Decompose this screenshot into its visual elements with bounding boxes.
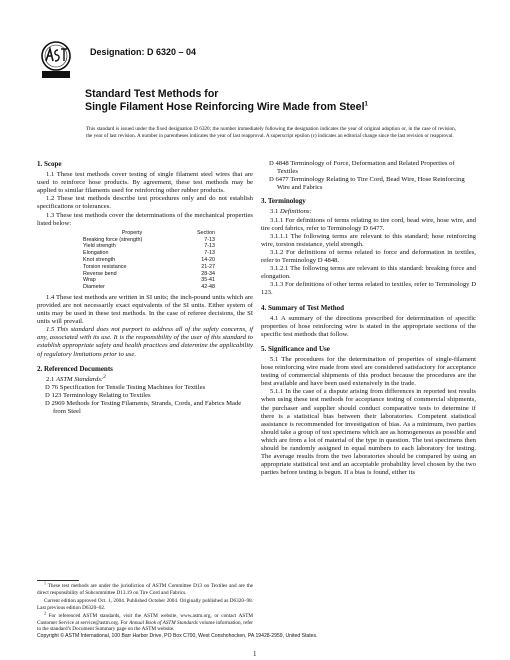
footnotes [37, 580, 254, 635]
para-4-1: 4.1 A summary of the directions prescribed for determination of specific properties of hose reinforcing wire is stated in the appropriate sections of the specific test methods that follow. [261, 314, 476, 338]
copyright-notice: Copyright © ASTM International, 100 Barr Harbor Drive, PO Box C700, West Conshohocken, PA 19428-2959, United States. [37, 633, 318, 639]
reference-d2969: D 2969 Methods for Testing Filaments, Strands, Cords, and Fabrics Made from Steel [45, 400, 242, 416]
section-4-heading: 4. Summary of Test Method [261, 303, 345, 312]
page-number: 1 [253, 650, 257, 658]
table-header-property: Property [121, 229, 143, 236]
footnote-1-edition: Current edition approved Oct. 1, 2004. Published October 2004. Originally published as D6320–98. Last previous edition D6320–02. [37, 598, 253, 611]
footnote-1: $^1$ These test methods are under the jurisdiction of ASTM Committee D13 on Textiles and are the direct responsibility of Subcommittee D13.19 on Tire Cord and Fabrics. [37, 580, 253, 596]
table-row: Yield strength 7-13 [83, 243, 215, 250]
footnote-2: $^2$ For referenced ASTM standards, visit the ASTM website, www.astm.org, or contact ASTM Customer Service at service@astm.org. For Annual Book of ASTM Standards volume information, refer to the standard’s Document Summary page on the ASTM website. [37, 610, 254, 632]
title-line-1: Standard Test Methods for [85, 88, 219, 100]
para-3-1-1: 3.1.1 For definitions of terms relating to tire cord, bead wire, hose wire, and tire cord fabrics, refer to Terminology D 6477. [261, 216, 476, 232]
table-row: Torsion resistance 21-27 [83, 263, 215, 270]
section-2-heading: 2. Referenced Documents [37, 364, 113, 373]
reference-d123: D 123 Terminology Relating to Textiles [45, 391, 151, 399]
para-1-4: 1.4 These test methods are written in SI units; the inch-pound units which are provided are not necessarily exact equivalents of the SI units. Either system of units may be used in these test methods. In the case of referee decisions, the SI units will prevail. [37, 293, 253, 326]
issuance-note: This standard is issued under the fixed designation D 6320; the number immediately following the designation indicates the year of original adoption or, in the case of revision, the year of last revision. A number in parentheses indicates the year of last reapproval. A superscript epsilon (ε) indicates an editorial change since the last revision or reapproval. [86, 126, 456, 139]
document-title [85, 88, 368, 113]
table-row: Reverse bend 28-34 [83, 270, 215, 277]
reference-d6477: D 6477 Terminology Relating to Tire Cord, Bead Wire, Hose Reinforcing Wire and Fabrics [269, 176, 465, 192]
table-row: Knot strength 14-20 [83, 256, 215, 263]
table-row: Breaking force (strength) 7-13 [83, 236, 215, 243]
left-column [37, 160, 253, 416]
table-row: Wrap 35-41 [83, 277, 215, 284]
para-1-5: 1.5 This standard does not purport to address all of the safety concerns, if any, associated with its use. It is the responsibility of the user of this standard to establish appropriate safety and health practices and determine the applicability of regulatory limitations prior to use. [37, 326, 253, 358]
designation: Designation: D 6320 – 04 [90, 47, 197, 57]
para-5-1: 5.1 The procedures for the determination of properties of single-filament hose reinforcing wire made from steel are considered satisfactory for acceptance testing of commercial shipments of this product because the procedures are the best available and have been used extensively in the trade. [261, 355, 476, 388]
right-column [261, 160, 476, 477]
section-3-heading: 3. Terminology [261, 197, 306, 206]
section-1-heading: 1. Scope [37, 160, 62, 168]
table-header-section: Section [197, 229, 215, 236]
section-5-heading: 5. Significance and Use [261, 344, 330, 353]
table-row: Elongation 7-13 [83, 250, 215, 257]
para-3-1-2: 3.1.2 For definitions of terms related to force and deformation in textiles, refer to Terminology D 4848. [261, 248, 476, 265]
para-1-1: 1.1 These test methods cover testing of single filament steel wires that are used to reinforce hose products. By agreement, these test methods may be applied to similar filaments used for reinforcing other rubber products. [37, 171, 253, 195]
para-3-1-3: 3.1.3 For definitions of other terms related to textiles, refer to Terminology D 123. [261, 281, 476, 297]
para-1-3: 1.3 These test methods cover the determinations of the mechanical properties listed below: [37, 211, 253, 227]
para-2-1: 2.1 ASTM Standards:$^2$ [46, 373, 106, 383]
para-3-1-1-1: 3.1.1.1 The following terms are relevant to this standard; hose reinforcing wire, torsion resistance, yield strength. [261, 232, 476, 248]
para-1-2: 1.2 These test methods describe test procedures only and do not establish specifications or tolerances. [37, 195, 253, 211]
title-footnote-ref: 1 [364, 100, 368, 107]
title-line-2: Single Filament Hose Reinforcing Wire Made from Steel$^1$ [85, 100, 368, 113]
table-row: Diameter 42-48 [83, 284, 215, 291]
para-5-1-1: 5.1.1 In the case of a dispute arising from differences in reported test results when using these test methods for acceptance testing of commercial shipments, the purchaser and supplier should conduct comparative tests to determine if there is a statistical bias between their laboratories. Competent statistical assistance is recommended for investigation of bias. As a minimum, two parties should take a group of test specimens which are as homogeneous as possible and which are from a lot of material of the type in question. The test specimens then should be randomly assigned in equal numbers to each laboratory for testing. The average results from the two laboratories should be compared by using an appropriate statistical test and an acceptable probability level chosen by the two parties before testing is begun. If a bias is found, either its [261, 388, 476, 477]
property-table [83, 230, 215, 291]
astm-logo [36, 40, 76, 82]
para-3-1-2-1: 3.1.2.1 The following terms are relevant to this standard: breaking force and elongation. [261, 265, 476, 281]
reference-d76: D 76 Specification for Tensile Testing Machines for Textiles [45, 383, 206, 391]
reference-d4848: D 4848 Terminology of Force, Deformation and Related Properties of Textiles [269, 160, 455, 176]
para-3-1: 3.1 Definitions: [270, 208, 312, 216]
